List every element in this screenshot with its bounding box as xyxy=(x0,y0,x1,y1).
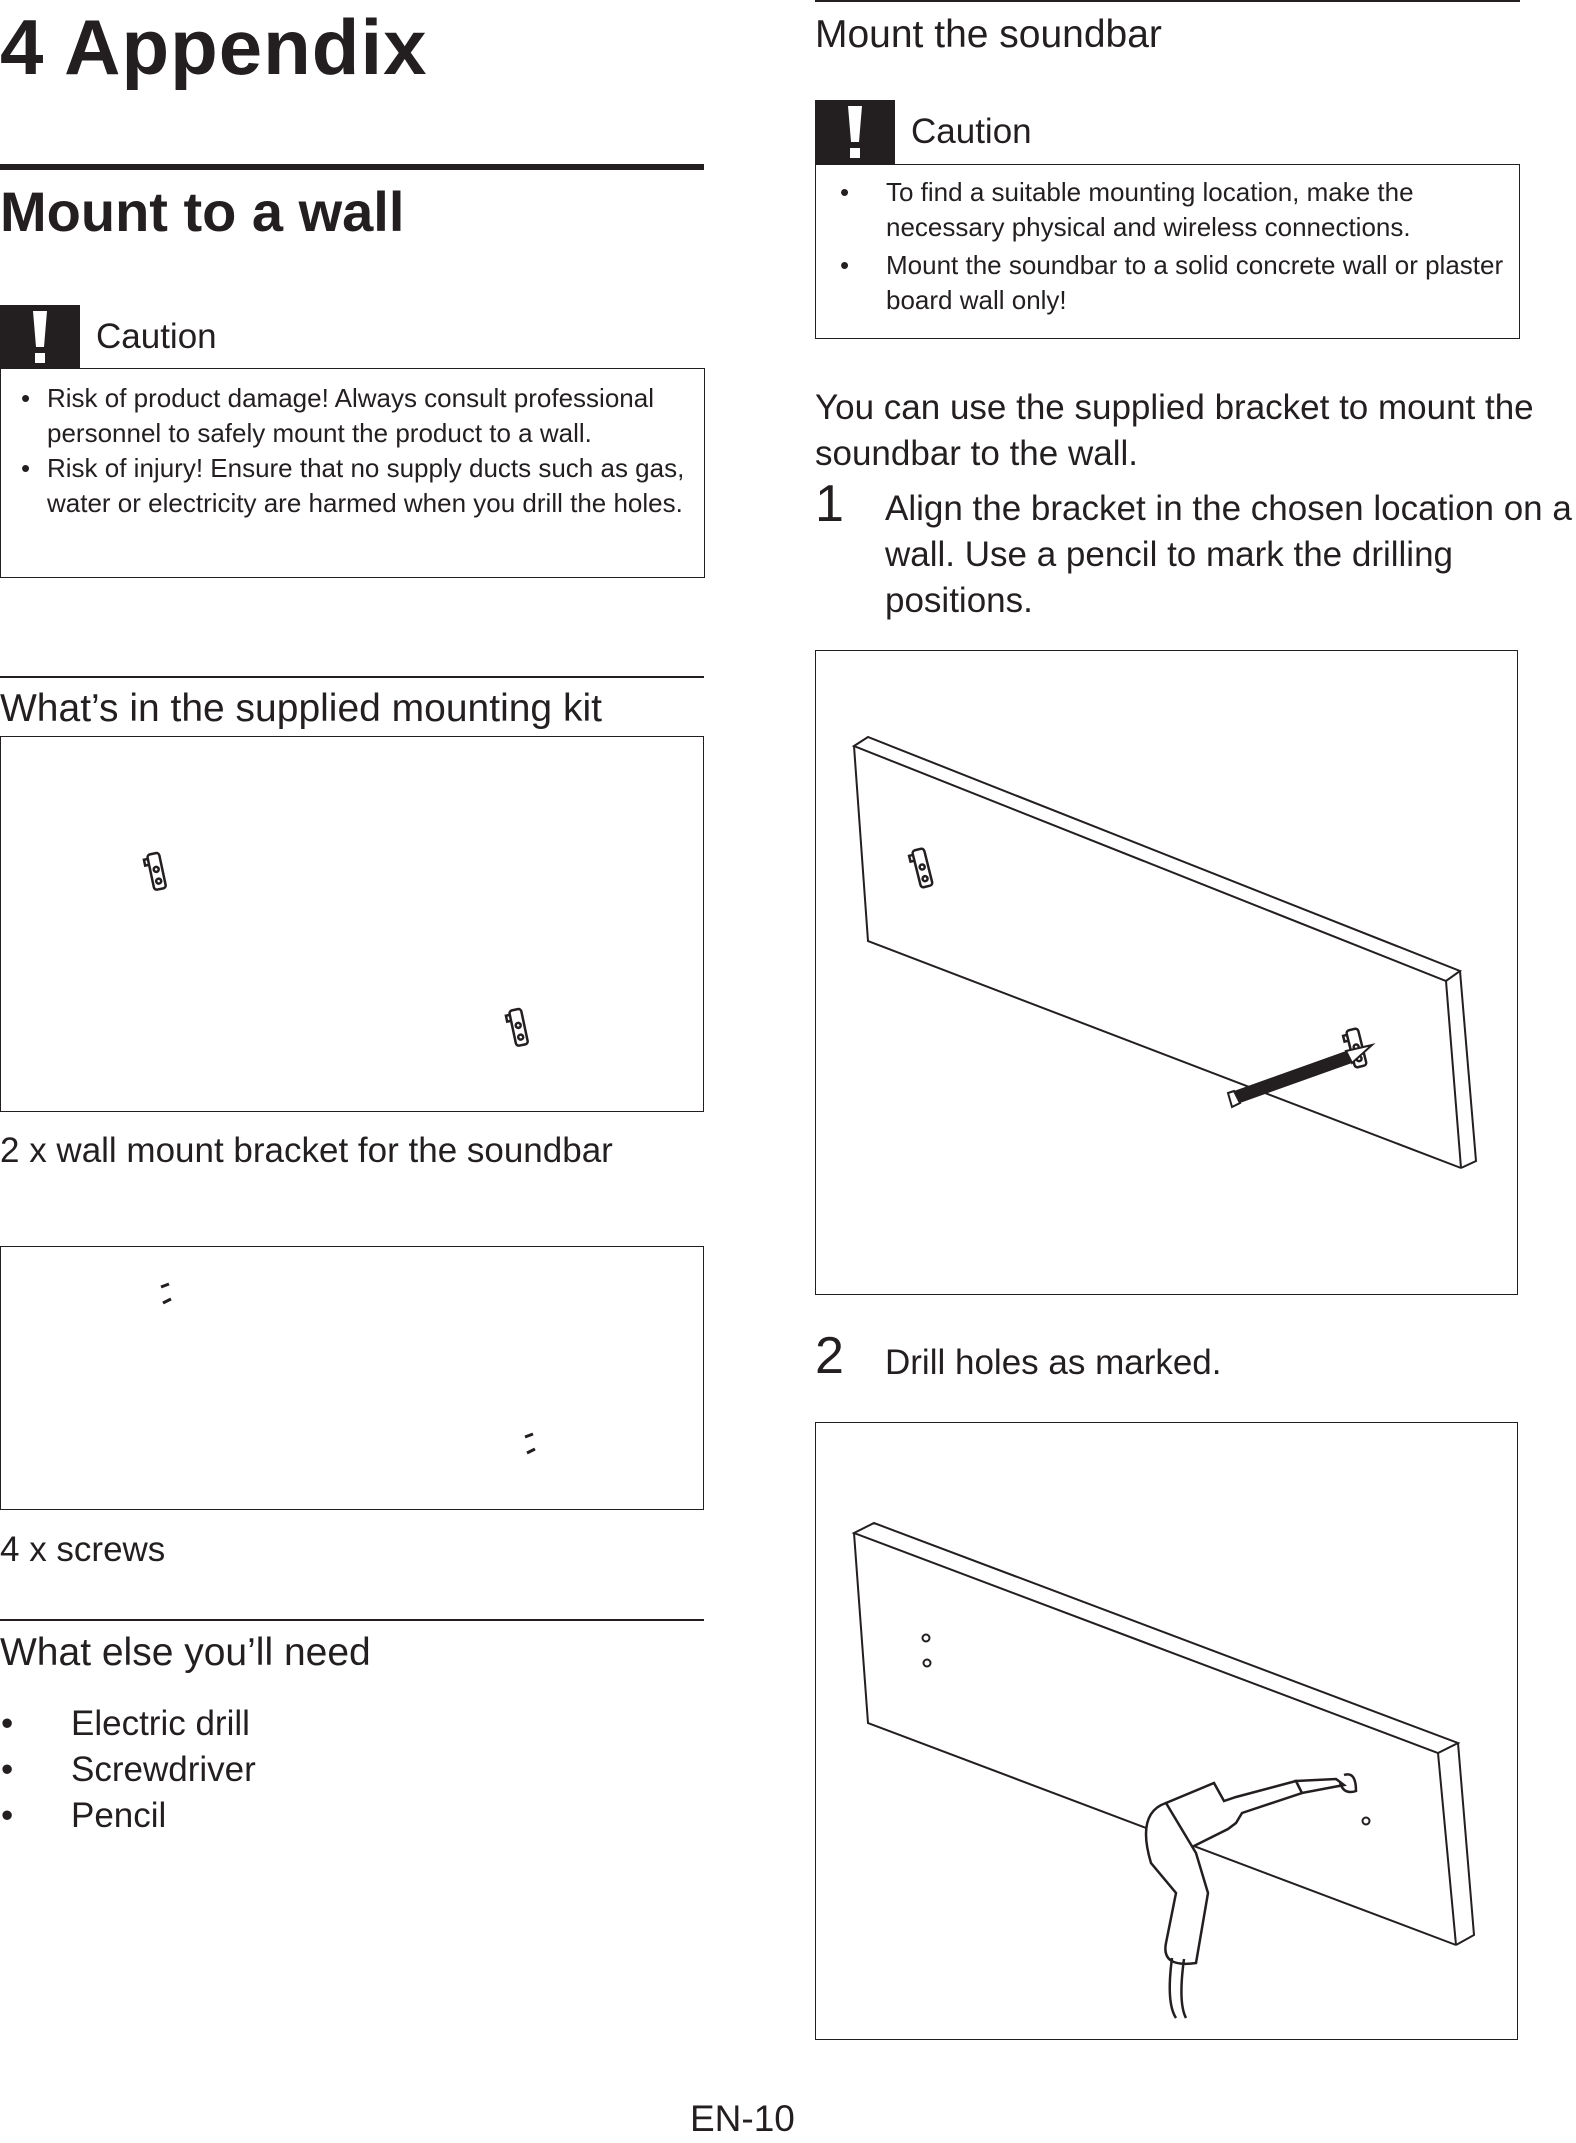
mount-rule xyxy=(815,0,1520,2)
page-number: EN-10 xyxy=(690,2098,795,2139)
caution-header xyxy=(815,100,1032,164)
section-rule xyxy=(0,164,704,170)
bracket-icon xyxy=(505,1009,528,1048)
list-item: • Screwdriver xyxy=(1,1750,256,1789)
drill-figure xyxy=(815,1422,1518,2040)
mount-intro: You can use the supplied bracket to mount the soundbar to the wall. xyxy=(815,388,1534,473)
screws-figure xyxy=(0,1246,704,1510)
step-text: Drill holes as marked. xyxy=(885,1343,1222,1382)
caution-item: • Risk of injury! Ensure that no supply ducts such as gas, water or electricity are harmed when you drill the holes. xyxy=(21,453,685,518)
caution-header xyxy=(0,305,217,369)
screw-icon xyxy=(161,1284,171,1303)
mount-title: Mount the soundbar xyxy=(815,13,1162,56)
exclamation-icon xyxy=(815,100,895,164)
bracket-figure xyxy=(0,736,704,1112)
hole-marks xyxy=(923,1635,1370,1825)
exclamation-icon xyxy=(0,305,80,369)
need-list xyxy=(1,1701,256,1839)
wall-panel xyxy=(854,1523,1474,1945)
need-title: What else you’ll need xyxy=(0,1631,371,1674)
caution-item: • To find a suitable mounting location, make the necessary physical and wireless connections. xyxy=(840,177,1414,242)
caution-label: Caution xyxy=(911,112,1032,151)
need-rule xyxy=(0,1619,704,1621)
list-item: • Pencil xyxy=(1,1796,167,1835)
caution-item: • Mount the soundbar to a solid concrete wall or plaster board wall only! xyxy=(840,250,1504,315)
screw-icon xyxy=(525,1434,535,1453)
chapter-title: 4 Appendix xyxy=(0,3,428,91)
wall-panel xyxy=(854,737,1476,1168)
step-number: 1 xyxy=(815,475,844,533)
pencil-mark-figure xyxy=(815,650,1518,1295)
caution-box xyxy=(815,164,1520,339)
caution-box xyxy=(0,368,705,578)
bracket-icon xyxy=(143,853,166,892)
list-item: • Electric drill xyxy=(1,1704,250,1743)
caution-item: • Risk of product damage! Always consult professional personnel to safely mount the product to a wall. xyxy=(21,383,654,448)
step-text: Align the bracket in the chosen location on a wall. Use a pencil to mark the drilling positions. xyxy=(885,489,1572,620)
screws-caption: 4 x screws xyxy=(0,1530,166,1569)
section-title: Mount to a wall xyxy=(0,180,405,243)
bracket-caption: 2 x wall mount bracket for the soundbar xyxy=(0,1131,613,1170)
kit-rule xyxy=(0,676,704,678)
bracket-icon xyxy=(908,848,933,889)
caution-label: Caution xyxy=(96,317,217,356)
kit-title: What’s in the supplied mounting kit xyxy=(0,687,602,730)
step-number: 2 xyxy=(815,1327,844,1385)
pencil-icon xyxy=(1228,1045,1372,1107)
